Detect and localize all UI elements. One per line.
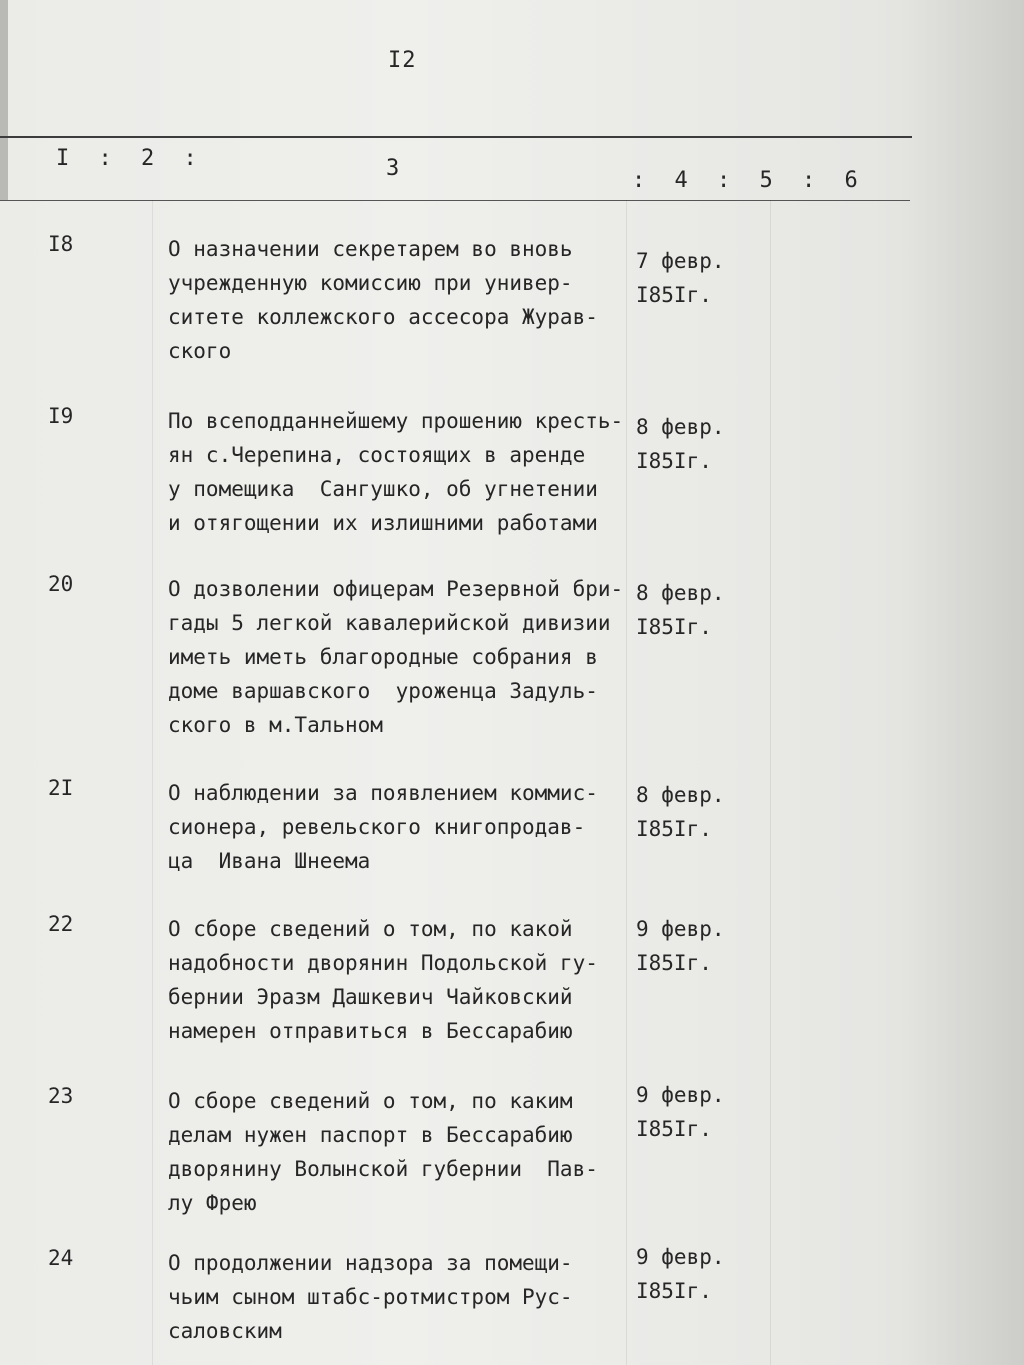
entry-date: 9 февр. I85Iг. [636, 1245, 725, 1303]
entry-number: I8 [48, 232, 74, 256]
column-header-4-5-6: : 4 : 5 : 6 [632, 168, 866, 193]
entry-date: 9 февр. I85Iг. [636, 1083, 725, 1141]
entry-date: 9 февр. I85Iг. [636, 917, 725, 975]
entry-text: По всеподданнейшему прошению кресть- ян с.Черепина, состоящих в аренде у помещика Сангушко, об угнетении и отягощении их излишними работами [168, 409, 624, 535]
entry-number: I9 [48, 404, 74, 428]
entry-text: О дозволении офицерам Резервной бри- гады 5 легкой кавалерийской дивизии иметь иметь благородные собрания в доме варшавского уроженца Задуль- ского в м.Тальном [168, 577, 624, 737]
header-rule-top [0, 136, 912, 138]
page-shadow [904, 0, 1024, 1365]
column-header-1-2: I : 2 : [56, 146, 205, 171]
entry-number: 24 [48, 1246, 74, 1270]
entry-text: О продолжении надзора за помещи- чьим сыном штабс-ротмистром Рус- саловским [168, 1251, 573, 1343]
entry-text: О сборе сведений о том, по каким делам нужен паспорт в Бессарабию дворянину Волынской губернии Пав- лу Фрею [168, 1089, 598, 1215]
header-rule-bottom [0, 200, 910, 201]
column-guide [152, 200, 153, 1365]
entry-text: О сборе сведений о том, по какой надобности дворянин Подольской гу- бернии Эразм Дашкевич Чайковский намерен отправиться в Бессарабию [168, 917, 598, 1043]
entry-text: О назначении секретарем во вновь учрежденную комиссию при универ- ситете коллежского ассесора Журав- ского [168, 237, 598, 363]
page-number: I2 [388, 48, 417, 73]
entry-date: 8 февр. I85Iг. [636, 783, 725, 841]
entry-text: О наблюдении за появлением коммис- сионера, ревельского книгопродав- ца Ивана Шнеема [168, 781, 598, 873]
entry-number: 2I [48, 776, 74, 800]
entry-date: 7 февр. I85Iг. [636, 249, 725, 307]
entry-date: 8 февр. I85Iг. [636, 581, 725, 639]
column-header-3: 3 [386, 156, 408, 181]
entry-date: 8 февр. I85Iг. [636, 415, 725, 473]
entry-number: 20 [48, 572, 74, 596]
entry-number: 22 [48, 912, 74, 936]
entry-number: 23 [48, 1084, 74, 1108]
page-edge [0, 0, 8, 200]
column-guide [770, 200, 771, 1365]
